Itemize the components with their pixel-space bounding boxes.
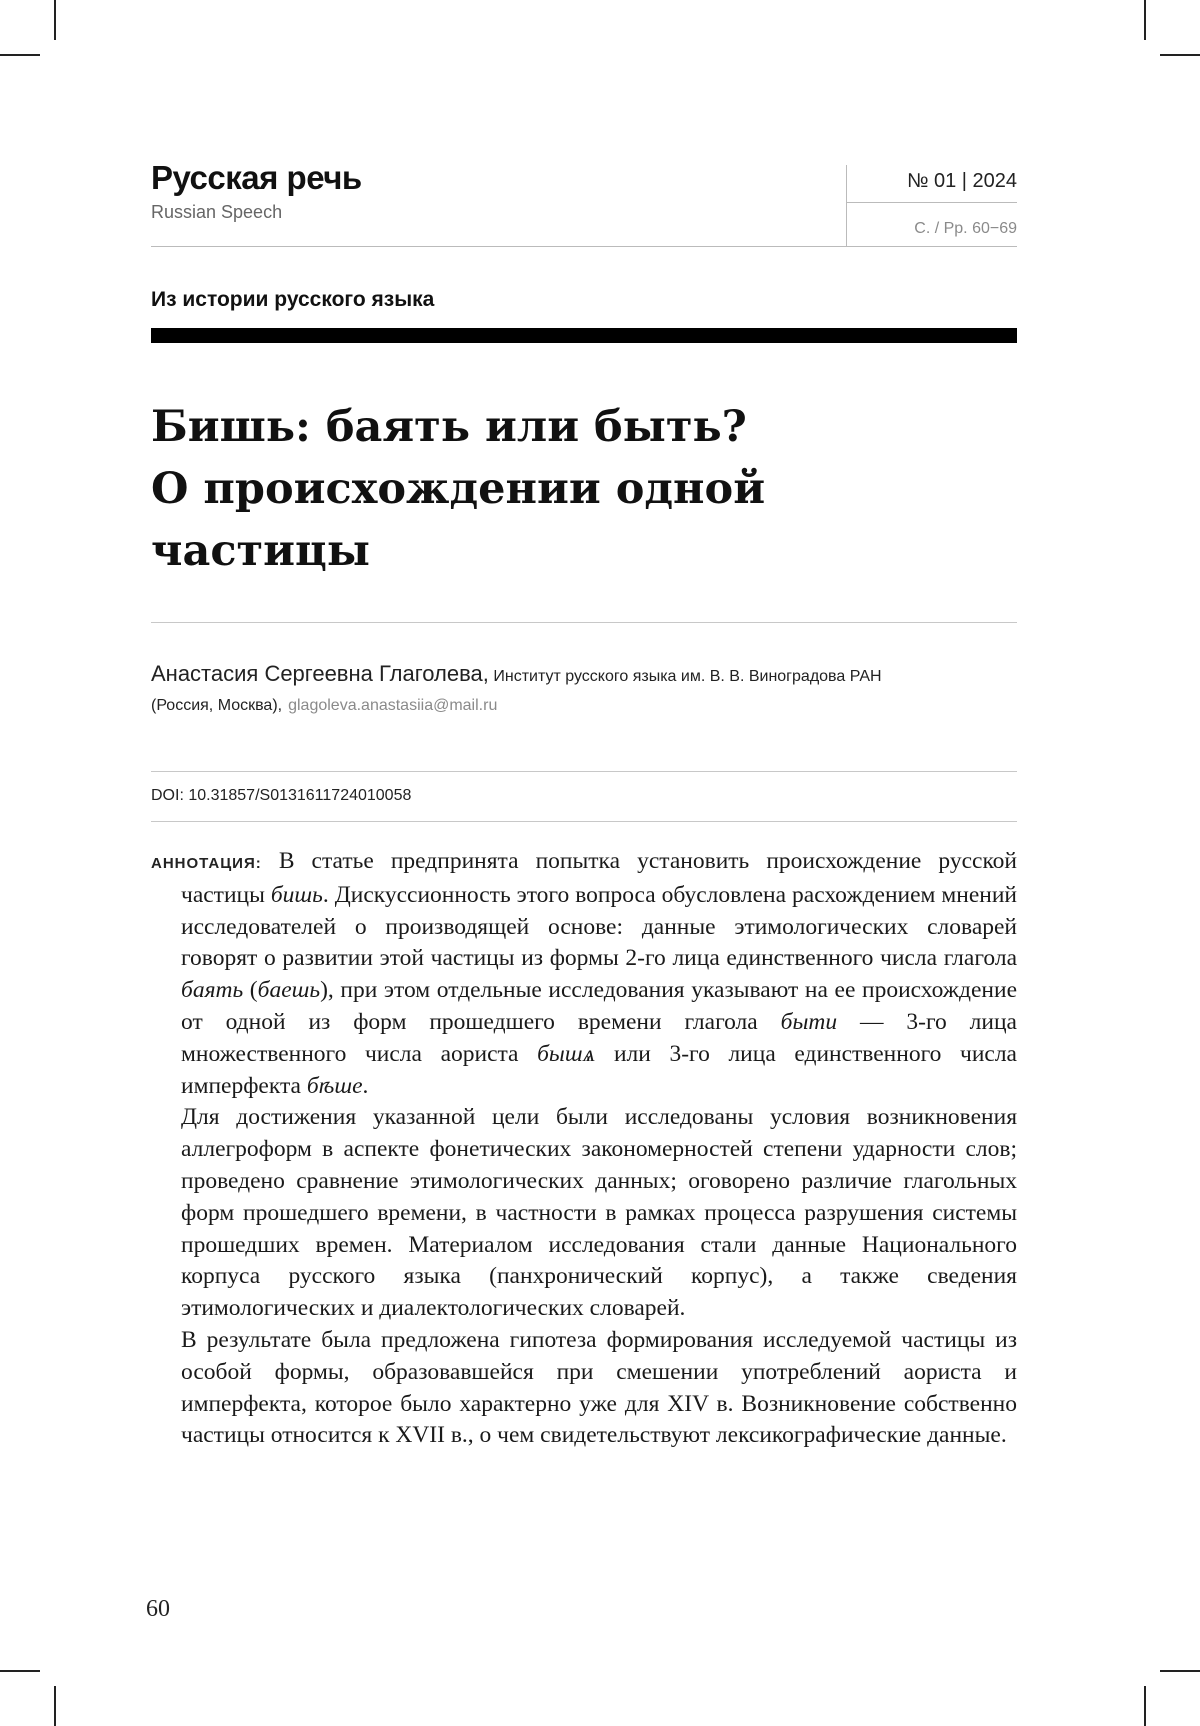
abstract-italic: бишь xyxy=(270,881,323,908)
author-location: (Россия, Москва), xyxy=(151,697,283,714)
section-heading: Из истории русского языка xyxy=(151,288,435,311)
abstract-text: ( xyxy=(243,977,258,1004)
section-bar xyxy=(151,328,1017,343)
abstract-text: или 3-го лица единственного числа имперфекта xyxy=(181,1040,1017,1099)
doi-rule-bottom xyxy=(151,821,1017,822)
page-range: С. / Pp. 60−69 xyxy=(914,220,1017,237)
abstract-italic: бышѧ xyxy=(537,1040,596,1067)
crop-mark-top-left-h xyxy=(0,54,40,56)
abstract-italic: бѣше xyxy=(306,1072,363,1099)
doi[interactable]: DOI: 10.31857/S0131611724010058 xyxy=(151,787,412,804)
page-number: 60 xyxy=(146,1596,170,1622)
abstract-italic: баешь xyxy=(257,977,321,1004)
abstract-paragraph xyxy=(151,846,1017,1102)
abstract-paragraph: Для достижения указанной цели были исследованы условия возникновения аллегроформ в аспекте фонетических закономерностей степени ударности слов; проведено сравнение этимологических данных; оговорено различие глагольных форм прошедшего времени, в частности в рамках процесса разрушения системы прошедших времен. Материалом исследования стали данные Национального корпуса русского языка (панхронический корпус), а также сведения этимологических и диалектологических словарей. xyxy=(181,1104,1017,1322)
header-divider xyxy=(846,165,847,247)
abstract-text: ), при этом отдельные исследования указывают на ее происхождение от одной из форм прошедшего времени глагола xyxy=(181,977,1017,1035)
journal-name-en: Russian Speech xyxy=(151,202,283,222)
crop-mark-top-left xyxy=(54,0,56,40)
journal-header xyxy=(151,155,1017,247)
abstract-paragraph: В результате была предложена гипотеза формирования исследуемой частицы из особой формы, образовавшейся при смешении употреблений аориста и имперфекта, которое было характерно уже для XIV в. Возникновение собственно частицы относится к XVII в., о чем свидетельствуют лексикографические данные. xyxy=(181,1326,1017,1449)
issue-number: № 01 | 2024 xyxy=(906,170,1017,192)
crop-mark-top-right xyxy=(1144,0,1146,40)
abstract-italic: быти xyxy=(780,1008,838,1035)
author-location-line xyxy=(151,697,497,715)
crop-mark-bottom-left-h xyxy=(0,1670,40,1672)
abstract xyxy=(151,846,1017,1452)
abstract-text: В статье предпринята попытка установить происхождение русской частицы xyxy=(181,848,1017,908)
crop-mark-bottom-right-h xyxy=(1160,1670,1200,1672)
author-email[interactable]: glagoleva.anastasiia@mail.ru xyxy=(288,697,498,714)
author-affiliation: Институт русского языка им. В. В. Виноградова РАН xyxy=(493,668,882,685)
abstract-italic: баять xyxy=(181,977,244,1004)
crop-mark-bottom-left xyxy=(54,1686,56,1726)
doi-rule-top xyxy=(151,771,1017,772)
article-title xyxy=(151,396,1017,582)
title-line: частицы xyxy=(151,526,370,576)
journal-name: Русская речь xyxy=(151,159,362,196)
crop-mark-top-right-h xyxy=(1160,54,1200,56)
abstract-text: . Дискуссионность этого вопроса обусловлена расхождением мнений исследователей о производящей основе: данные этимологических словарей говорят о развитии этой частицы из формы 2-го лица единственного числа глагола xyxy=(181,881,1017,972)
author-block xyxy=(151,661,882,687)
crop-mark-bottom-right xyxy=(1144,1686,1146,1726)
header-divider-h xyxy=(846,202,1017,203)
author-name: Анастасия Сергеевна Глаголева, xyxy=(151,661,489,686)
header-rule xyxy=(151,246,1017,247)
title-line: Бишь: баять или быть? xyxy=(151,402,747,452)
title-line: О происхождении одной xyxy=(151,464,766,514)
abstract-label: АННОТАЦИЯ: xyxy=(151,855,262,872)
title-rule xyxy=(151,622,1017,623)
abstract-text: — 3-го лица множественного числа аориста xyxy=(181,1008,1017,1067)
abstract-text: . xyxy=(362,1072,369,1099)
